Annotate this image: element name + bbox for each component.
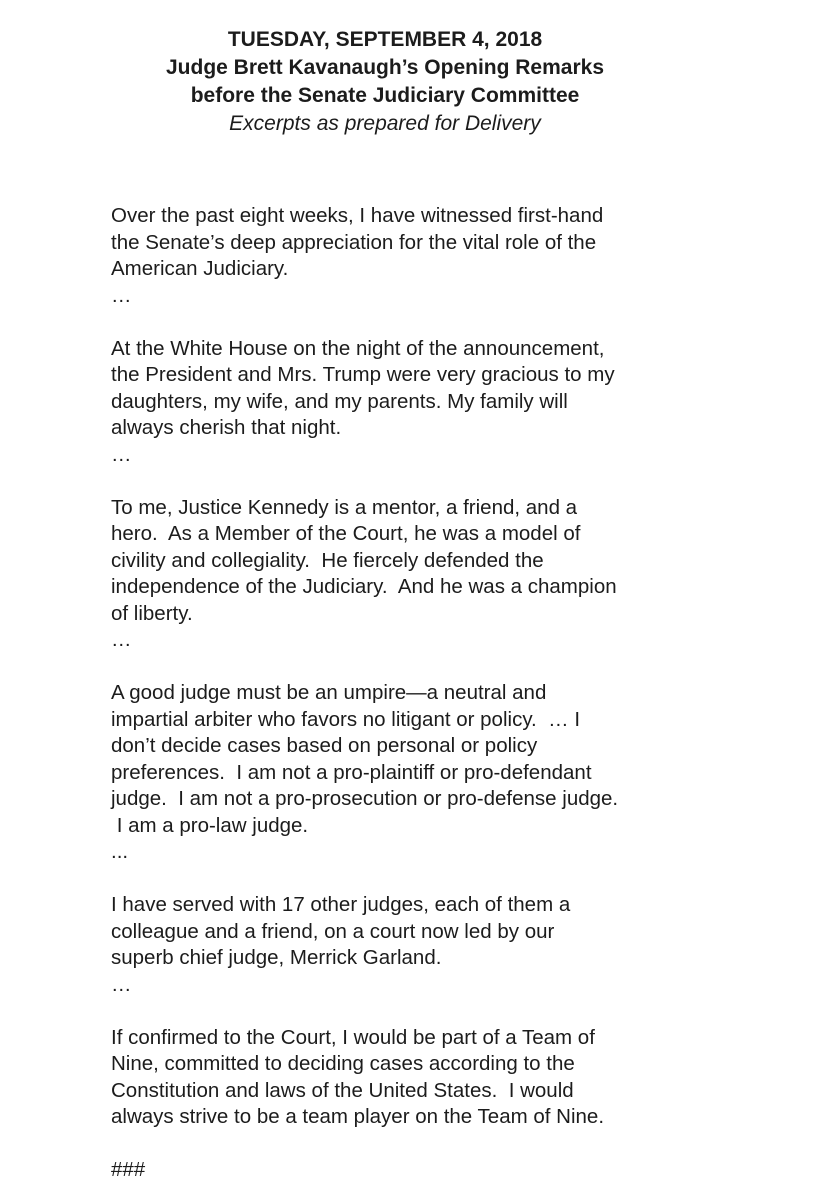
ellipsis-separator: … — [111, 972, 132, 996]
ellipsis-separator: … — [111, 442, 132, 466]
paragraph-list — [111, 203, 671, 1131]
paragraph-line: superb chief judge, Merrick Garland. — [111, 946, 442, 969]
document-title-line-2: before the Senate Judiciary Committee — [190, 84, 580, 107]
ellipsis-separator: ... — [111, 840, 129, 863]
paragraph-line: hero. As a Member of the Court, he was a model of — [111, 522, 581, 545]
document-title-line-1: Judge Brett Kavanaugh’s Opening Remarks — [166, 56, 604, 79]
paragraph-line: Over the past eight weeks, I have witnessed first-hand — [111, 204, 604, 227]
paragraph-line: A good judge must be an umpire—a neutral and — [111, 681, 547, 704]
paragraph-line: colleague and a friend, on a court now led by our — [111, 919, 555, 943]
paragraph — [111, 1025, 671, 1131]
end-mark: ### — [111, 1158, 146, 1181]
paragraph-line: American Judiciary. — [111, 257, 289, 280]
paragraph-line: daughters, my wife, and my parents. My family will — [111, 389, 568, 413]
paragraph — [111, 892, 671, 998]
paragraph-line: always cherish that night. — [111, 416, 342, 439]
paragraph — [111, 336, 671, 469]
paragraph-line: of liberty. — [111, 601, 193, 625]
paragraph-line: To me, Justice Kennedy is a mentor, a friend, and a — [111, 495, 578, 519]
document-date: TUESDAY, SEPTEMBER 4, 2018 — [227, 28, 543, 51]
paragraph-line: judge. I am not a pro-prosecution or pro-defense judge. — [111, 787, 619, 810]
paragraph-line: If confirmed to the Court, I would be part of a Team of — [111, 1025, 595, 1049]
paragraph-line: the Senate’s deep appreciation for the vital role of the — [111, 230, 597, 254]
paragraph-line: always strive to be a team player on the Team of Nine. — [111, 1105, 605, 1128]
paragraph-line: I have served with 17 other judges, each of them a — [111, 893, 571, 916]
paragraph-line: the President and Mrs. Trump were very gracious to my — [111, 363, 615, 386]
paragraph — [111, 680, 671, 866]
paragraph-line: don’t decide cases based on personal or policy — [111, 734, 538, 757]
paragraph-line: Nine, committed to deciding cases according to the — [111, 1052, 575, 1075]
paragraph-line: preferences. I am not a pro-plaintiff or pro-defendant — [111, 760, 592, 784]
paragraph-line: impartial arbiter who favors no litigant or policy. … I — [111, 707, 581, 731]
document-body — [111, 203, 671, 1184]
paragraph — [111, 495, 671, 654]
ellipsis-separator: … — [111, 283, 132, 307]
document-header — [0, 26, 770, 138]
paragraph-line: civility and collegiality. He fiercely defended the — [111, 548, 544, 572]
paragraph-line: independence of the Judiciary. And he was a champion — [111, 575, 617, 598]
document-subtitle: Excerpts as prepared for Delivery — [229, 112, 541, 135]
paragraph — [111, 203, 671, 309]
paragraph-line: At the White House on the night of the announcement, — [111, 336, 605, 360]
ellipsis-separator: … — [111, 628, 132, 651]
paragraph-line: I am a pro-law judge. — [111, 813, 309, 837]
paragraph-line: Constitution and laws of the United States. I would — [111, 1078, 574, 1102]
